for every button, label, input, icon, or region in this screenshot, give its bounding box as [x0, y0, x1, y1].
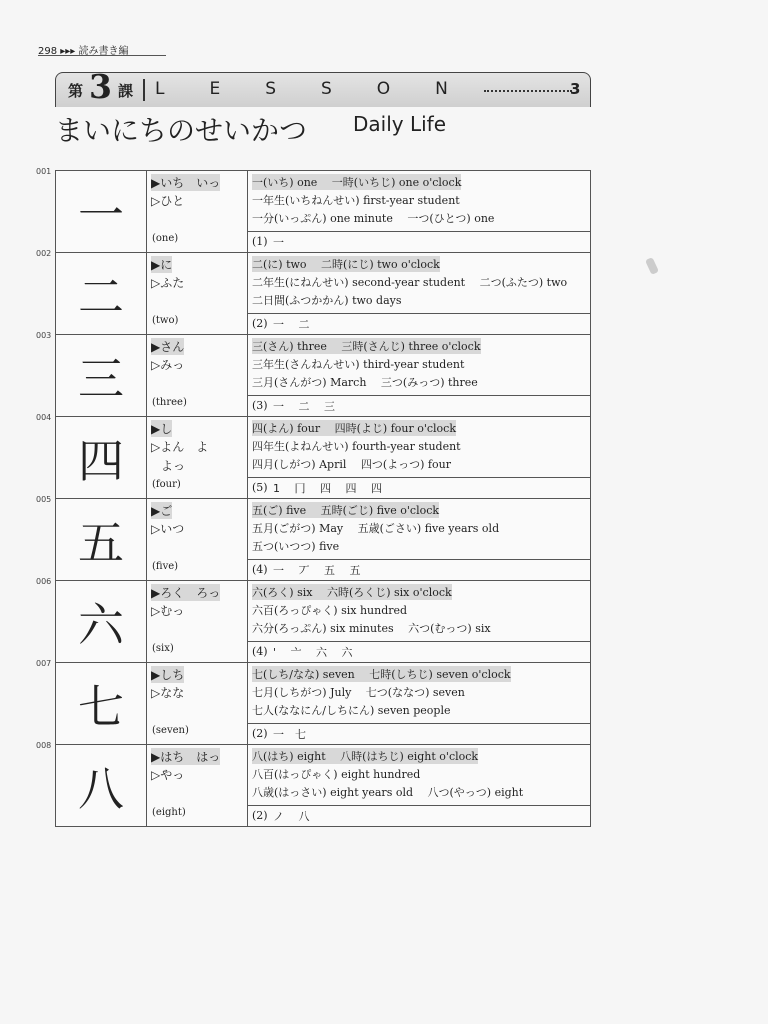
entry-number: 005 [36, 495, 52, 504]
lesson-dots [484, 90, 572, 92]
lesson-word: LESSON [155, 79, 493, 99]
vocab-line: 二(に) two 二時(にじ) two o'clock [252, 258, 440, 271]
vocab-line: 二年生(にねんせい) second-year student 二つ(ふたつ) two [252, 276, 568, 289]
lesson-ka: 課 [118, 82, 134, 100]
reading-cell [147, 663, 248, 744]
vocab-line: 六分(ろっぷん) six minutes 六つ(むっつ) six [252, 622, 491, 635]
lesson-number-small: 3 [570, 80, 581, 98]
kanji-character: 四 [56, 417, 147, 498]
stroke-order: 一 二 [273, 318, 310, 331]
vocab-line: 五(ご) five 五時(ごじ) five o'clock [252, 504, 440, 517]
vocab-line: 三月(さんがつ) March 三つ(みっつ) three [252, 376, 478, 389]
reading-cell [147, 335, 248, 416]
kanji-entry [36, 413, 590, 499]
kun-reading: ▷ひと [151, 194, 185, 208]
kanji-entry [36, 741, 590, 827]
reading-cell [147, 745, 248, 826]
vocab-line: 七(しち/なな) seven 七時(しちじ) seven o'clock [252, 668, 511, 681]
kanji-character: 七 [56, 663, 147, 744]
vocab-line: 四月(しがつ) April 四つ(よっつ) four [252, 458, 451, 471]
stroke-order-cell [248, 477, 590, 499]
on-reading: ▶はち はっ [151, 750, 221, 764]
title-english: Daily Life [353, 112, 447, 136]
meaning: (seven) [152, 725, 189, 736]
lesson-banner [55, 67, 591, 107]
reading-cell [147, 499, 248, 580]
vocab-line: 六百(ろっぴゃく) six hundred [252, 604, 408, 617]
stroke-order-cell [248, 559, 590, 581]
lesson-number-large: 3 [89, 67, 112, 106]
vocab-line: 四(よん) four 四時(よじ) four o'clock [252, 422, 456, 435]
vocab-cell [248, 499, 590, 559]
vocab-cell [248, 663, 590, 723]
vocab-line: 三(さん) three 三時(さんじ) three o'clock [252, 340, 481, 353]
vocab-cell [248, 417, 590, 477]
entry-number: 006 [36, 577, 52, 586]
vocab-cell [248, 171, 590, 231]
page-number-label: 298 ▸▸▸ 読み書き編 [38, 46, 129, 57]
stroke-order: 一 二 三 [273, 400, 335, 413]
vocab-line: 一(いち) one 一時(いちじ) one o'clock [252, 176, 462, 189]
kun-reading: ▷ふた [151, 276, 185, 290]
kun-reading: ▷よん よ [151, 440, 209, 454]
scan-smudge [645, 257, 659, 275]
vocab-cell [248, 253, 590, 313]
kun-reading: ▷やっ [151, 768, 185, 782]
stroke-order-cell [248, 313, 590, 335]
lesson-dai: 第 [68, 82, 84, 100]
stroke-count: (1) [252, 235, 268, 248]
on-reading: ▶に [151, 258, 173, 272]
vocab-line: 七月(しちがつ) July 七つ(ななつ) seven [252, 686, 465, 699]
stroke-order: 一 [273, 236, 284, 249]
banner-separator [143, 79, 145, 101]
meaning: (six) [152, 643, 174, 654]
vocab-line: 七人(ななにん/しちにん) seven people [252, 704, 451, 717]
meaning: (three) [152, 397, 187, 408]
vocab-line: 六(ろく) six 六時(ろくじ) six o'clock [252, 586, 452, 599]
stroke-order-cell [248, 641, 590, 663]
on-reading: ▶ろく ろっ [151, 586, 221, 600]
meaning: (one) [152, 233, 179, 244]
kanji-entry [36, 167, 590, 253]
entry-number: 007 [36, 659, 52, 668]
vocab-line: 八歳(はっさい) eight years old 八つ(やっつ) eight [252, 786, 524, 799]
on-reading: ▶し [151, 422, 173, 436]
vocab-line: 四年生(よねんせい) fourth-year student [252, 440, 461, 453]
vocab-line: 三年生(さんねんせい) third-year student [252, 358, 465, 371]
stroke-order-cell [248, 805, 590, 827]
title-japanese: まいにちのせいかつ [55, 114, 308, 147]
vocab-line: 一分(いっぷん) one minute 一つ(ひとつ) one [252, 212, 495, 225]
kun-reading: ▷いつ [151, 522, 185, 536]
kanji-table [36, 167, 591, 827]
stroke-order: ノ 八 [273, 810, 310, 823]
entry-number: 008 [36, 741, 52, 750]
kanji-entry [36, 249, 590, 335]
reading-cell [147, 171, 248, 252]
stroke-count: (4) [252, 645, 268, 658]
reading-cell [147, 581, 248, 662]
kanji-character: 三 [56, 335, 147, 416]
kun-reading: ▷なな [151, 686, 185, 700]
vocab-cell [248, 335, 590, 395]
stroke-count: (4) [252, 563, 268, 576]
kanji-character: 一 [56, 171, 147, 252]
meaning: (five) [152, 561, 179, 572]
stroke-order-cell [248, 723, 590, 745]
entry-number: 002 [36, 249, 52, 258]
vocab-line: 八百(はっぴゃく) eight hundred [252, 768, 421, 781]
entry-number: 004 [36, 413, 52, 422]
vocab-line: 五月(ごがつ) May 五歳(ごさい) five years old [252, 522, 500, 535]
on-reading: ▶しち [151, 668, 185, 682]
stroke-count: (3) [252, 399, 268, 412]
stroke-order: 1 冂 四 四 四 [273, 482, 382, 495]
kanji-entry [36, 577, 590, 663]
stroke-order: 一 丆 五 五 [273, 564, 361, 577]
vocab-line: 五つ(いつつ) five [252, 540, 340, 553]
stroke-order-cell [248, 231, 590, 253]
kun-reading: ▷むっ [151, 604, 185, 618]
on-reading: ▶さん [151, 340, 185, 354]
vocab-line: 八(はち) eight 八時(はちじ) eight o'clock [252, 750, 479, 763]
stroke-order: 一 七 [273, 728, 306, 741]
vocab-cell [248, 581, 590, 641]
stroke-order: ' 亠 六 六 [273, 646, 353, 659]
entry-number: 001 [36, 167, 52, 176]
meaning: (two) [152, 315, 179, 326]
stroke-count: (5) [252, 481, 268, 494]
meaning: (four) [152, 479, 181, 490]
vocab-cell [248, 745, 590, 805]
kun-reading-extra: よっ [161, 459, 186, 473]
kun-reading: ▷みっ [151, 358, 185, 372]
header-rule [38, 55, 166, 56]
on-reading: ▶いち いっ [151, 176, 221, 190]
stroke-count: (2) [252, 317, 268, 330]
stroke-count: (2) [252, 727, 268, 740]
kanji-character: 六 [56, 581, 147, 662]
kanji-entry [36, 659, 590, 745]
kanji-character: 五 [56, 499, 147, 580]
vocab-line: 一年生(いちねんせい) first-year student [252, 194, 460, 207]
meaning: (eight) [152, 807, 186, 818]
kanji-character: 八 [56, 745, 147, 826]
kanji-entry [36, 495, 590, 581]
kanji-entry [36, 331, 590, 417]
stroke-order-cell [248, 395, 590, 417]
vocab-line: 二日間(ふつかかん) two days [252, 294, 402, 307]
entry-number: 003 [36, 331, 52, 340]
reading-cell [147, 417, 248, 498]
on-reading: ▶ご [151, 504, 173, 518]
reading-cell [147, 253, 248, 334]
kanji-character: 二 [56, 253, 147, 334]
stroke-count: (2) [252, 809, 268, 822]
